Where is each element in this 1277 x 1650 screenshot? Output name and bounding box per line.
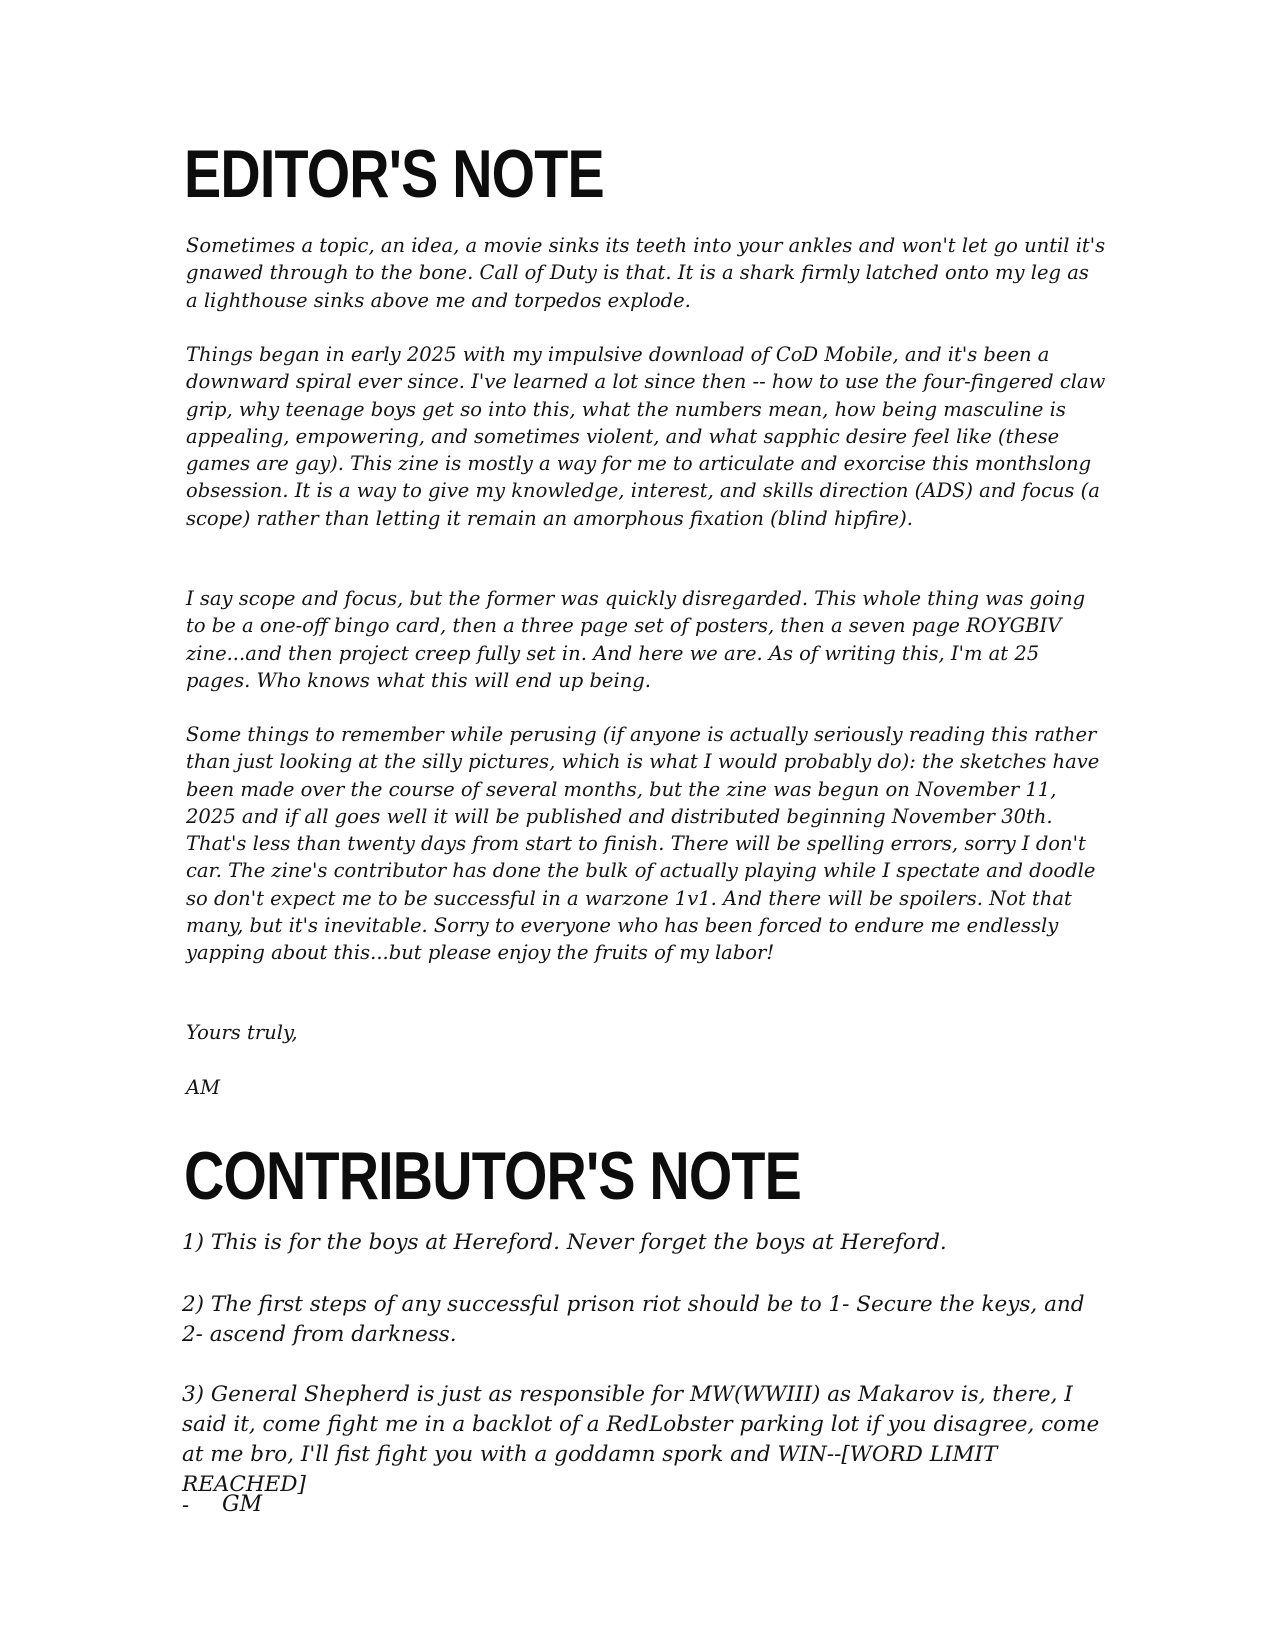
contributors-note-point-1: 1) This is for the boys at Hereford. Never forget the boys at Hereford. <box>182 1230 947 1255</box>
editors-note-closing: Yours truly, <box>186 1021 298 1044</box>
editors-note-paragraph-1: Sometimes a topic, an idea, a movie sinks its teeth into your ankles and won't let go until it's gnawed through to the bone. Call of Duty is that. It is a shark firmly latched onto my leg as a lighthouse sinks above me and torpedos explode. <box>186 234 1106 312</box>
editors-note-paragraph-3: I say scope and focus, but the former was quickly disregarded. This whole thing was going to be a one-off bingo card, then a three page set of posters, then a seven page ROYGBIV zine...and then project creep fully set in. And here we are. As of writing this, I'm at 25 pages. Who knows what this will end up being. <box>186 587 1086 692</box>
editors-note-heading: EDITOR'S NOTE <box>184 136 604 212</box>
editors-note-signature: AM <box>186 1076 221 1099</box>
contributors-note-heading: CONTRIBUTOR'S NOTE <box>184 1138 802 1214</box>
editors-note-paragraph-4: Some things to remember while perusing (if anyone is actually seriously reading this rather than just looking at the silly pictures, which is what I would probably do): the sketches have been made over the course of several months, but the zine was begun on November 11, 2025 and if all goes well it will be published and distributed beginning November 30th. That's less than twenty days from start to finish. There will be spelling errors, sorry I don't car. The zine's contributor has done the bulk of actually playing while I spectate and doodle so don't expect me to be successful in a warzone 1v1. And there will be spoilers. Not that many, but it's inevitable. Sorry to everyone who has been forced to endure me endlessly yapping about this...but please enjoy the fruits of my labor! <box>186 723 1100 965</box>
contributors-note-point-3: 3) General Shepherd is just as responsible for MW(WWIII) as Makarov is, there, I said it, come fight me in a backlot of a RedLobster parking lot if you disagree, come at me bro, I'll fist fight you with a goddamn spork and WIN--[WORD LIMIT REACHED] <box>182 1382 1100 1497</box>
contributors-note-point-2: 2) The first steps of any successful prison riot should be to 1- Secure the keys, and 2- ascend from darkness. <box>182 1292 1085 1347</box>
editors-note-paragraph-2: Things began in early 2025 with my impulsive download of CoD Mobile, and it's been a downward spiral ever since. I've learned a lot since then -- how to use the four-fingered claw grip, why teenage boys get so into this, what the numbers mean, how being masculine is appealing, empowering, and sometimes violent, and what sapphic desire feel like (these games are gay). This zine is mostly a way for me to articulate and exorcise this monthslong obsession. It is a way to give my knowledge, interest, and skills direction (ADS) and focus (a scope) rather than letting it remain an amorphous fixation (blind hipfire). <box>186 343 1106 530</box>
signature-dash: - <box>182 1493 190 1517</box>
contributors-note-signature: GM <box>222 1492 263 1517</box>
